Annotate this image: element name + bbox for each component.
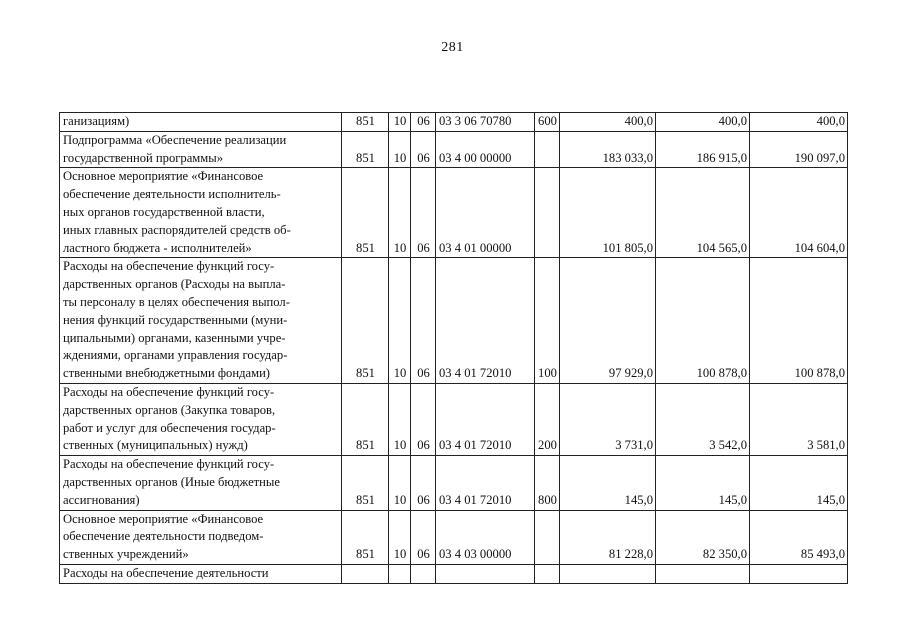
cell-name: ганизациям)	[60, 113, 342, 132]
cell-amount-year-1: 81 228,0	[560, 510, 656, 564]
cell-expense-type-code	[535, 131, 560, 168]
table-row	[60, 168, 848, 258]
cell-amount-year-1: 183 033,0	[560, 131, 656, 168]
table-row	[60, 564, 848, 583]
cell-ministry-code: 851	[342, 113, 389, 132]
cell-target-article-code: 03 3 06 70780	[436, 113, 535, 132]
cell-section-code	[389, 564, 411, 583]
table-row	[60, 113, 848, 132]
cell-amount-year-3: 85 493,0	[750, 510, 848, 564]
table-row	[60, 131, 848, 168]
cell-target-article-code: 03 4 03 00000	[436, 510, 535, 564]
cell-amount-year-1: 145,0	[560, 456, 656, 510]
cell-expense-type-code	[535, 564, 560, 583]
table-row	[60, 456, 848, 510]
cell-amount-year-3	[750, 564, 848, 583]
cell-subsection-code	[411, 564, 436, 583]
cell-name: Подпрограмма «Обеспечение реализации государственной программы»	[60, 131, 342, 168]
cell-amount-year-3: 400,0	[750, 113, 848, 132]
cell-target-article-code: 03 4 01 00000	[436, 168, 535, 258]
cell-expense-type-code: 200	[535, 383, 560, 455]
cell-subsection-code: 06	[411, 510, 436, 564]
cell-ministry-code: 851	[342, 383, 389, 455]
cell-target-article-code: 03 4 01 72010	[436, 456, 535, 510]
cell-expense-type-code: 800	[535, 456, 560, 510]
table-row	[60, 258, 848, 384]
cell-ministry-code: 851	[342, 131, 389, 168]
cell-subsection-code: 06	[411, 131, 436, 168]
cell-section-code: 10	[389, 258, 411, 384]
cell-ministry-code: 851	[342, 456, 389, 510]
cell-amount-year-2: 145,0	[656, 456, 750, 510]
cell-target-article-code: 03 4 01 72010	[436, 258, 535, 384]
cell-name: Основное мероприятие «Финансовое обеспечение деятельности исполнитель- ных органов государственной власти, иных главных распорядителей средств об- ластного бюджета - исполнителей»	[60, 168, 342, 258]
table-body	[60, 113, 848, 584]
cell-expense-type-code	[535, 510, 560, 564]
cell-subsection-code: 06	[411, 383, 436, 455]
cell-subsection-code: 06	[411, 113, 436, 132]
cell-target-article-code: 03 4 01 72010	[436, 383, 535, 455]
cell-subsection-code: 06	[411, 168, 436, 258]
cell-amount-year-2: 104 565,0	[656, 168, 750, 258]
budget-table	[59, 112, 848, 584]
cell-amount-year-2	[656, 564, 750, 583]
cell-amount-year-3: 3 581,0	[750, 383, 848, 455]
cell-section-code: 10	[389, 131, 411, 168]
cell-ministry-code: 851	[342, 168, 389, 258]
cell-ministry-code	[342, 564, 389, 583]
table-row	[60, 383, 848, 455]
cell-section-code: 10	[389, 383, 411, 455]
cell-amount-year-3: 190 097,0	[750, 131, 848, 168]
cell-amount-year-3: 104 604,0	[750, 168, 848, 258]
cell-amount-year-1: 3 731,0	[560, 383, 656, 455]
cell-amount-year-2: 100 878,0	[656, 258, 750, 384]
cell-expense-type-code: 100	[535, 258, 560, 384]
cell-section-code: 10	[389, 113, 411, 132]
cell-ministry-code: 851	[342, 258, 389, 384]
cell-expense-type-code	[535, 168, 560, 258]
cell-section-code: 10	[389, 456, 411, 510]
cell-amount-year-3: 100 878,0	[750, 258, 848, 384]
cell-name: Расходы на обеспечение деятельности	[60, 564, 342, 583]
cell-amount-year-1: 101 805,0	[560, 168, 656, 258]
cell-amount-year-2: 400,0	[656, 113, 750, 132]
cell-target-article-code: 03 4 00 00000	[436, 131, 535, 168]
cell-amount-year-2: 3 542,0	[656, 383, 750, 455]
cell-amount-year-2: 82 350,0	[656, 510, 750, 564]
table-row	[60, 510, 848, 564]
cell-name: Расходы на обеспечение функций госу- дарственных органов (Иные бюджетные ассигнования)	[60, 456, 342, 510]
cell-amount-year-3: 145,0	[750, 456, 848, 510]
cell-name: Основное мероприятие «Финансовое обеспечение деятельности подведом- ственных учреждений»	[60, 510, 342, 564]
cell-subsection-code: 06	[411, 258, 436, 384]
cell-ministry-code: 851	[342, 510, 389, 564]
cell-name: Расходы на обеспечение функций госу- дарственных органов (Закупка товаров, работ и услуг для обеспечения государ- ственных (муниципальных) нужд)	[60, 383, 342, 455]
cell-amount-year-1: 400,0	[560, 113, 656, 132]
cell-section-code: 10	[389, 510, 411, 564]
cell-name: Расходы на обеспечение функций госу- дарственных органов (Расходы на выпла- ты персоналу в целях обеспечения выпол- нения функций государственными (муни- ципальными) органами, казенными учре- ждениями, органами управления государ- ственными внебюджетными фондами)	[60, 258, 342, 384]
cell-subsection-code: 06	[411, 456, 436, 510]
cell-target-article-code	[436, 564, 535, 583]
cell-amount-year-2: 186 915,0	[656, 131, 750, 168]
cell-section-code: 10	[389, 168, 411, 258]
cell-amount-year-1	[560, 564, 656, 583]
cell-expense-type-code: 600	[535, 113, 560, 132]
cell-amount-year-1: 97 929,0	[560, 258, 656, 384]
page-number: 281	[441, 40, 464, 55]
